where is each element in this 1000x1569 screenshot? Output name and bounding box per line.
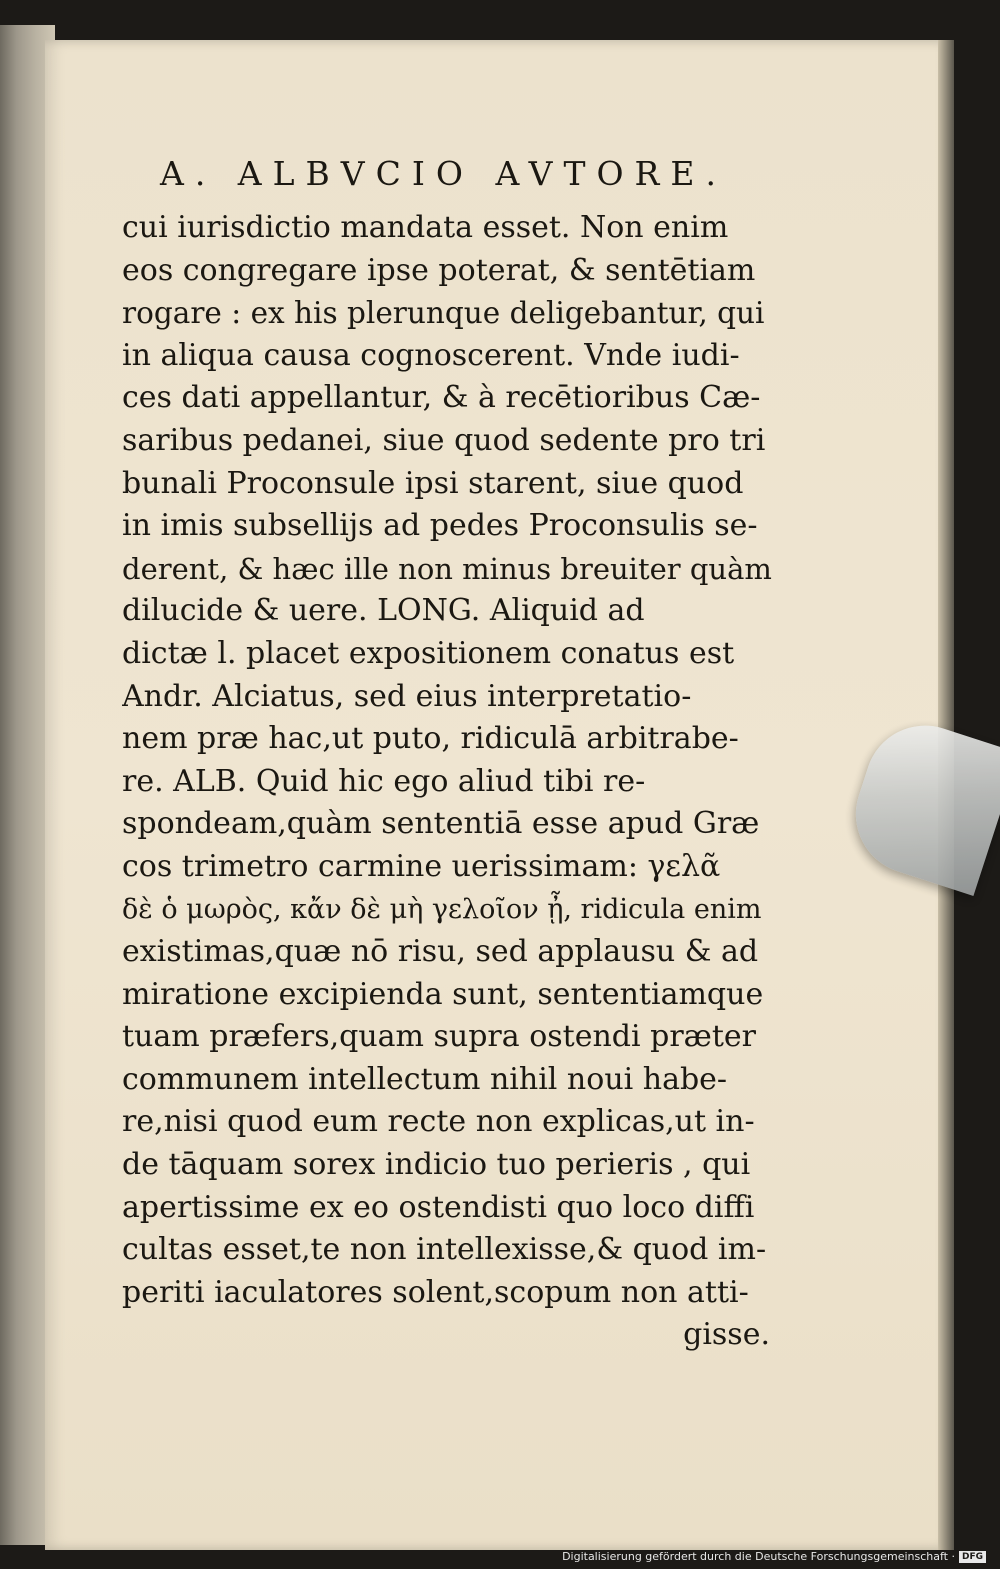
text-line: re. ALB. Quid hic ego aliud tibi re- bbox=[122, 763, 646, 799]
body-text bbox=[122, 207, 772, 1357]
text-line: dictæ l. placet expositionem conatus est bbox=[122, 635, 735, 671]
text-line: existimas,quæ nō risu, sed applausu & ad bbox=[122, 934, 759, 970]
text-line: in imis subsellijs ad pedes Proconsulis se- bbox=[122, 508, 758, 544]
text-line: dilucide & uere. LONG. Aliquid ad bbox=[122, 593, 645, 629]
footer-credit: Digitalisierung gefördert durch die Deutsche Forschungsgemeinschaft · bbox=[562, 1550, 955, 1563]
text-line: Andr. Alciatus, sed eius interpretatio- bbox=[122, 678, 692, 714]
text-line: eos congregare ipse poterat, & sentētiam bbox=[122, 252, 756, 288]
text-line: rogare : ex his plerunque deligebantur, qui bbox=[122, 296, 765, 331]
text-line: cui iurisdictio mandata esset. Non enim bbox=[122, 210, 729, 245]
text-line: ces dati appellantur, & à recētioribus Cæ- bbox=[122, 380, 761, 416]
digitization-footer bbox=[562, 1550, 986, 1563]
text-line: cultas esset,te non intellexisse,& quod im- bbox=[122, 1232, 767, 1268]
text-line: gisse. bbox=[683, 1317, 770, 1353]
text-line: apertissime ex eo ostendisti quo loco diffi bbox=[122, 1189, 755, 1225]
text-line: bunali Proconsule ipsi starent, siue quod bbox=[122, 465, 744, 501]
text-line: in aliqua causa cognoscerent. Vnde iudi- bbox=[122, 337, 740, 373]
text-line: δὲ ὁ μωρὸς, κἄν δὲ μὴ γελοῖον ᾖ, ridicula enim bbox=[122, 893, 762, 925]
text-line: de tāquam sorex indicio tuo perieris , qui bbox=[122, 1147, 751, 1183]
text-line: saribus pedanei, siue quod sedente pro tri bbox=[122, 422, 766, 458]
text-line: spondeam,quàm sententiā esse apud Græ bbox=[122, 806, 760, 842]
text-line: miratione excipienda sunt, sententiamque bbox=[122, 976, 764, 1012]
text-line: nem præ hac,ut puto, ridiculā arbitrabe- bbox=[122, 721, 739, 757]
running-head: A. ALBVCIO AVTORE. bbox=[160, 154, 727, 193]
text-line: derent, & hæc ille non minus breuiter quàm bbox=[122, 551, 772, 586]
dfg-logo: DFG bbox=[959, 1551, 986, 1563]
text-line: communem intellectum nihil noui habe- bbox=[122, 1061, 728, 1097]
text-line: re,nisi quod eum recte non explicas,ut in- bbox=[122, 1104, 755, 1140]
text-line: tuam præfers,quam supra ostendi præter bbox=[122, 1019, 757, 1055]
text-line: periti iaculatores solent,scopum non atti- bbox=[122, 1274, 749, 1310]
text-line: cos trimetro carmine uerissimam: γελᾶ bbox=[122, 848, 721, 884]
